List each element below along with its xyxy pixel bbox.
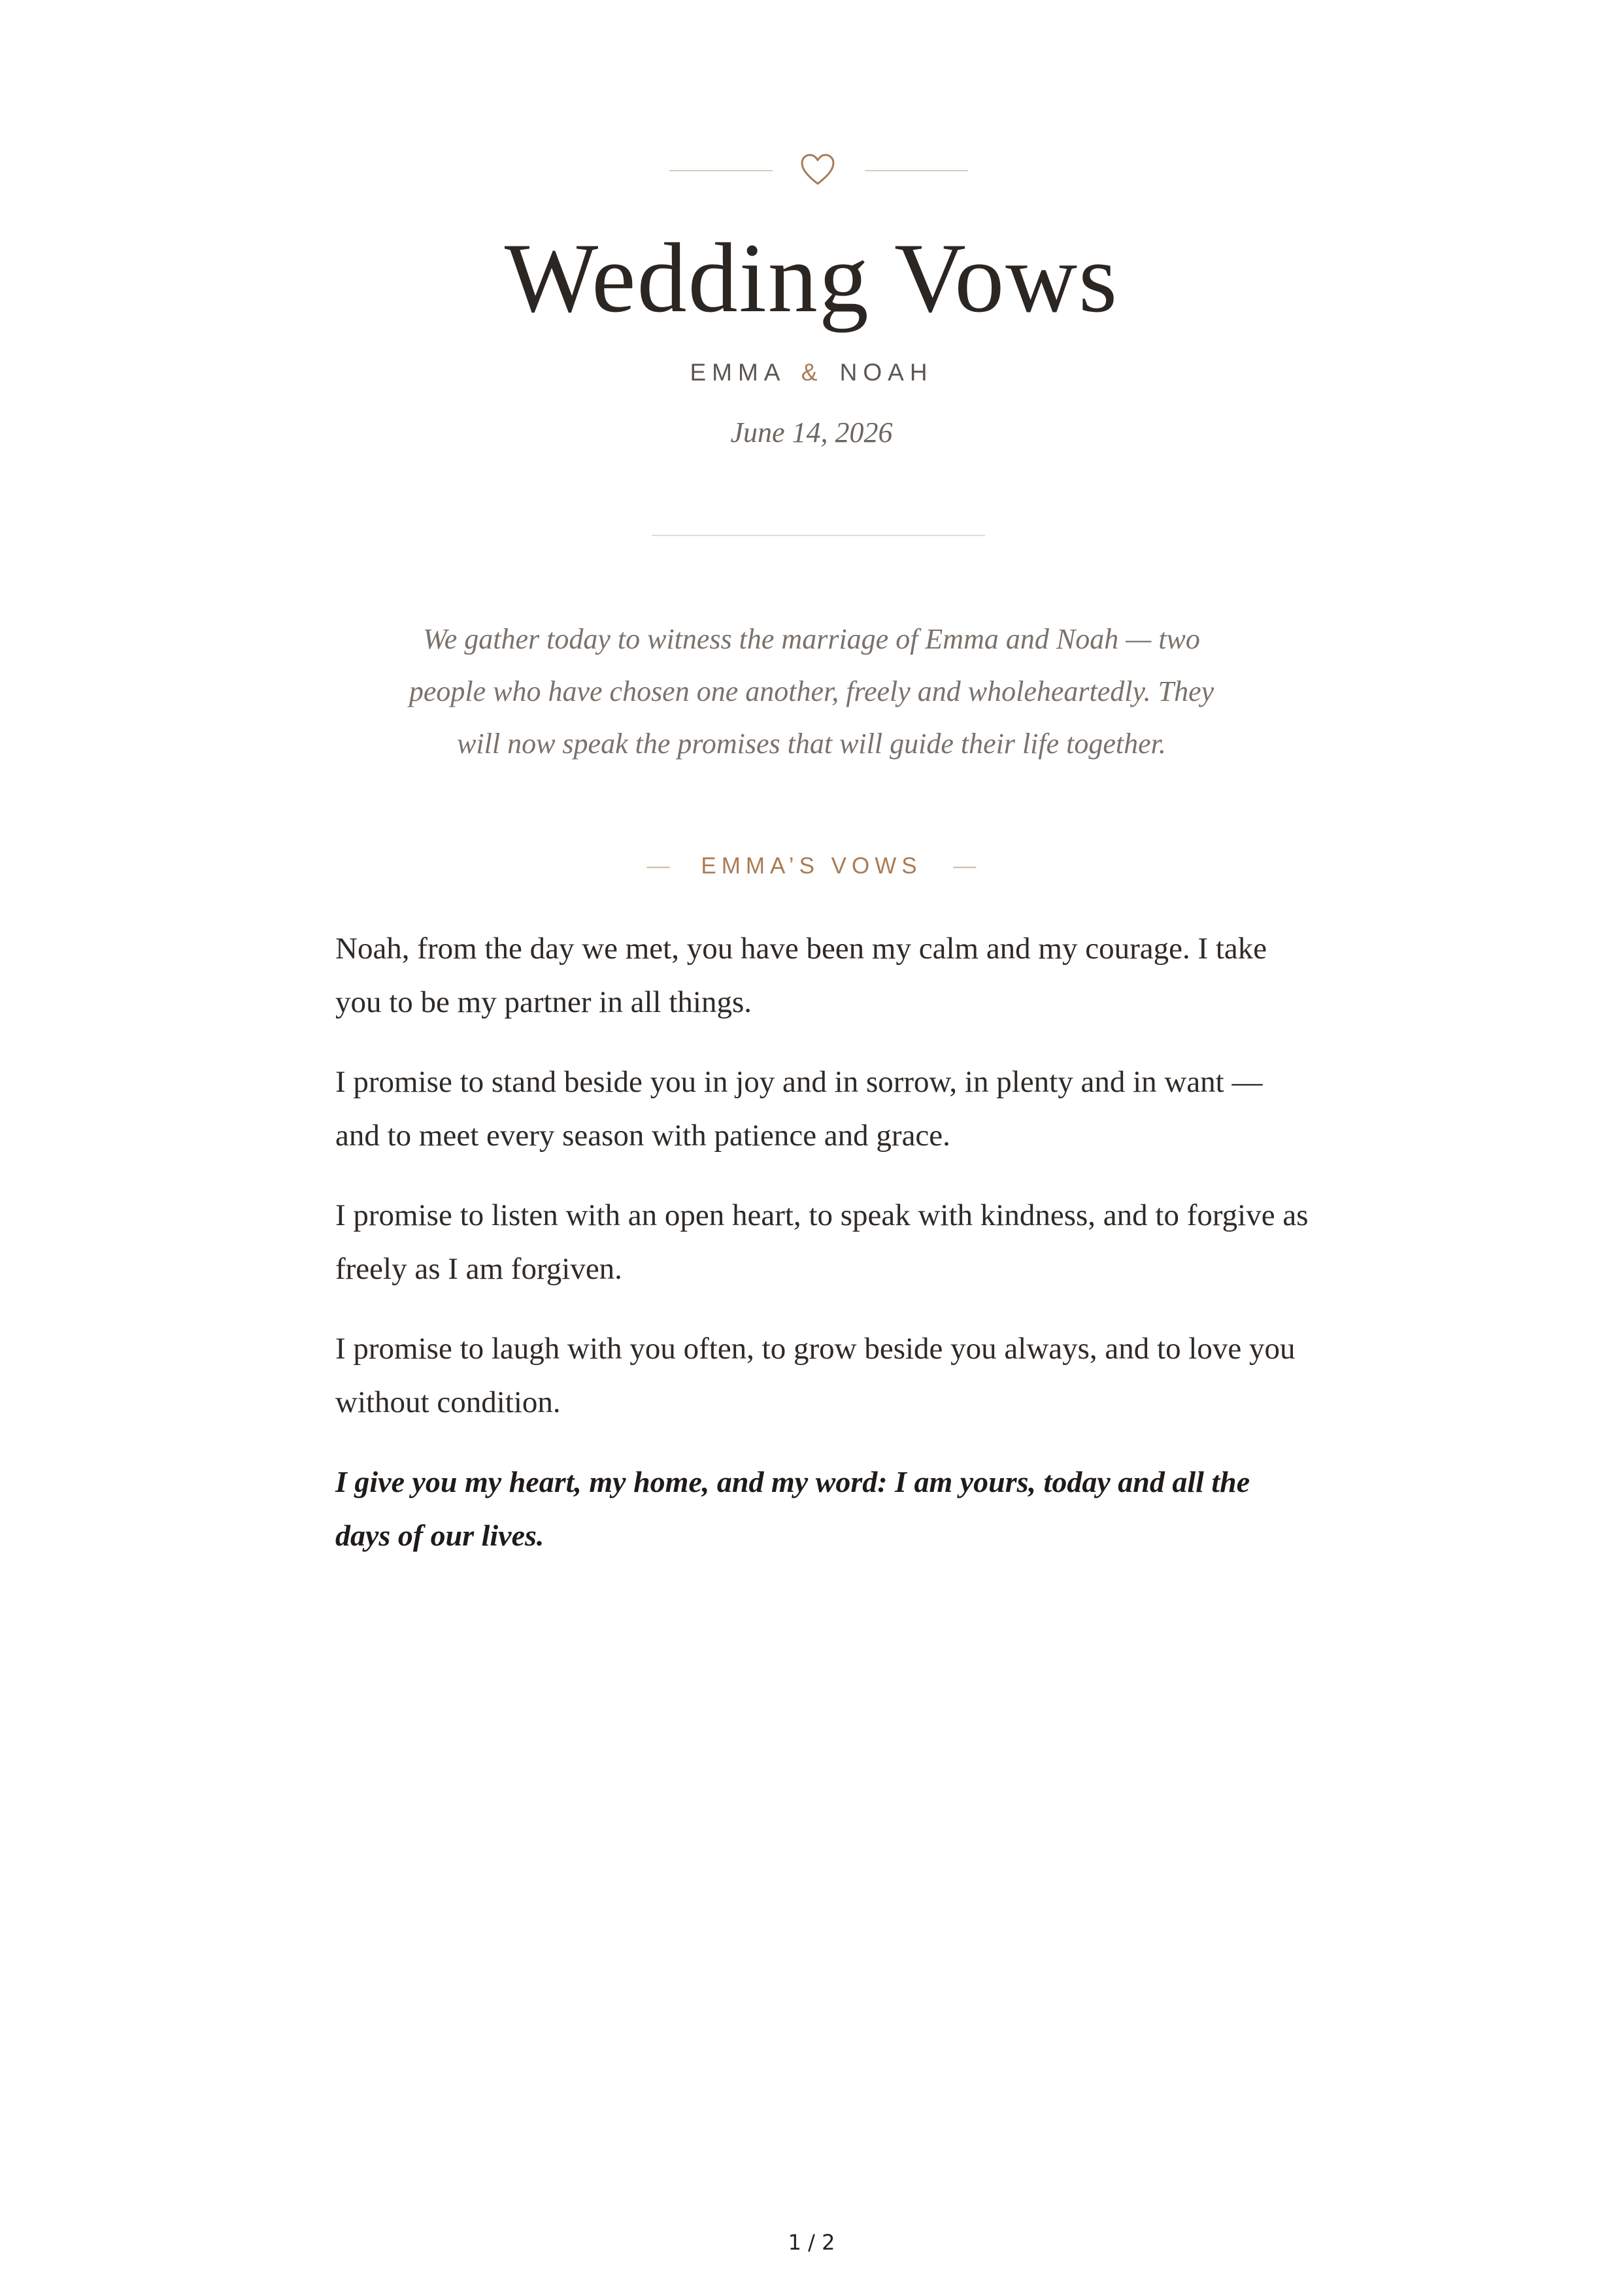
wedding-date: June 14, 2026 (730, 416, 893, 448)
document-title: Wedding Vows (504, 223, 1119, 333)
heading-dash-right: — (953, 853, 977, 879)
section-heading (0, 850, 1623, 883)
page-number: 1 / 2 (788, 2230, 835, 2255)
header-divider (652, 535, 985, 536)
ornament-rule-left (669, 170, 773, 171)
vow-paragraph: I promise to laugh with you often, to grow beside you always, and to love you without condition. (335, 1332, 1296, 1419)
closing-vow: I give you my heart, my home, and my word: I am yours, today and all the days of our lives. (335, 1465, 1250, 1552)
section-heading-text: EMMA’S VOWS (701, 853, 922, 879)
heading-dash-left: — (646, 853, 670, 879)
ornament-rule-right (865, 170, 968, 171)
vow-paragraph: I promise to listen with an open heart, to speak with kindness, and to forgive as freely as I am forgiven. (335, 1198, 1309, 1286)
partner-name-first: EMMA (690, 359, 785, 386)
vow-paragraph: I promise to stand beside you in joy and in sorrow, in plenty and in want — and to meet every season with patience and grace. (335, 1065, 1263, 1153)
vow-paragraph: Noah, from the day we met, you have been my calm and my courage. I take you to be my partner in all things. (335, 932, 1267, 1019)
vows-body (335, 922, 1309, 1589)
intro-paragraph: We gather today to witness the marriage of Emma and Noah — two people who have chosen one another, freely and wholeheartedly. They will now speak the promises that will guide their life together. (409, 623, 1214, 760)
partner-name-second: NOAH (839, 359, 933, 386)
ampersand: & (801, 359, 824, 386)
couple-names (0, 356, 1623, 389)
heart-icon (799, 153, 836, 187)
header-ornament (0, 150, 1623, 190)
